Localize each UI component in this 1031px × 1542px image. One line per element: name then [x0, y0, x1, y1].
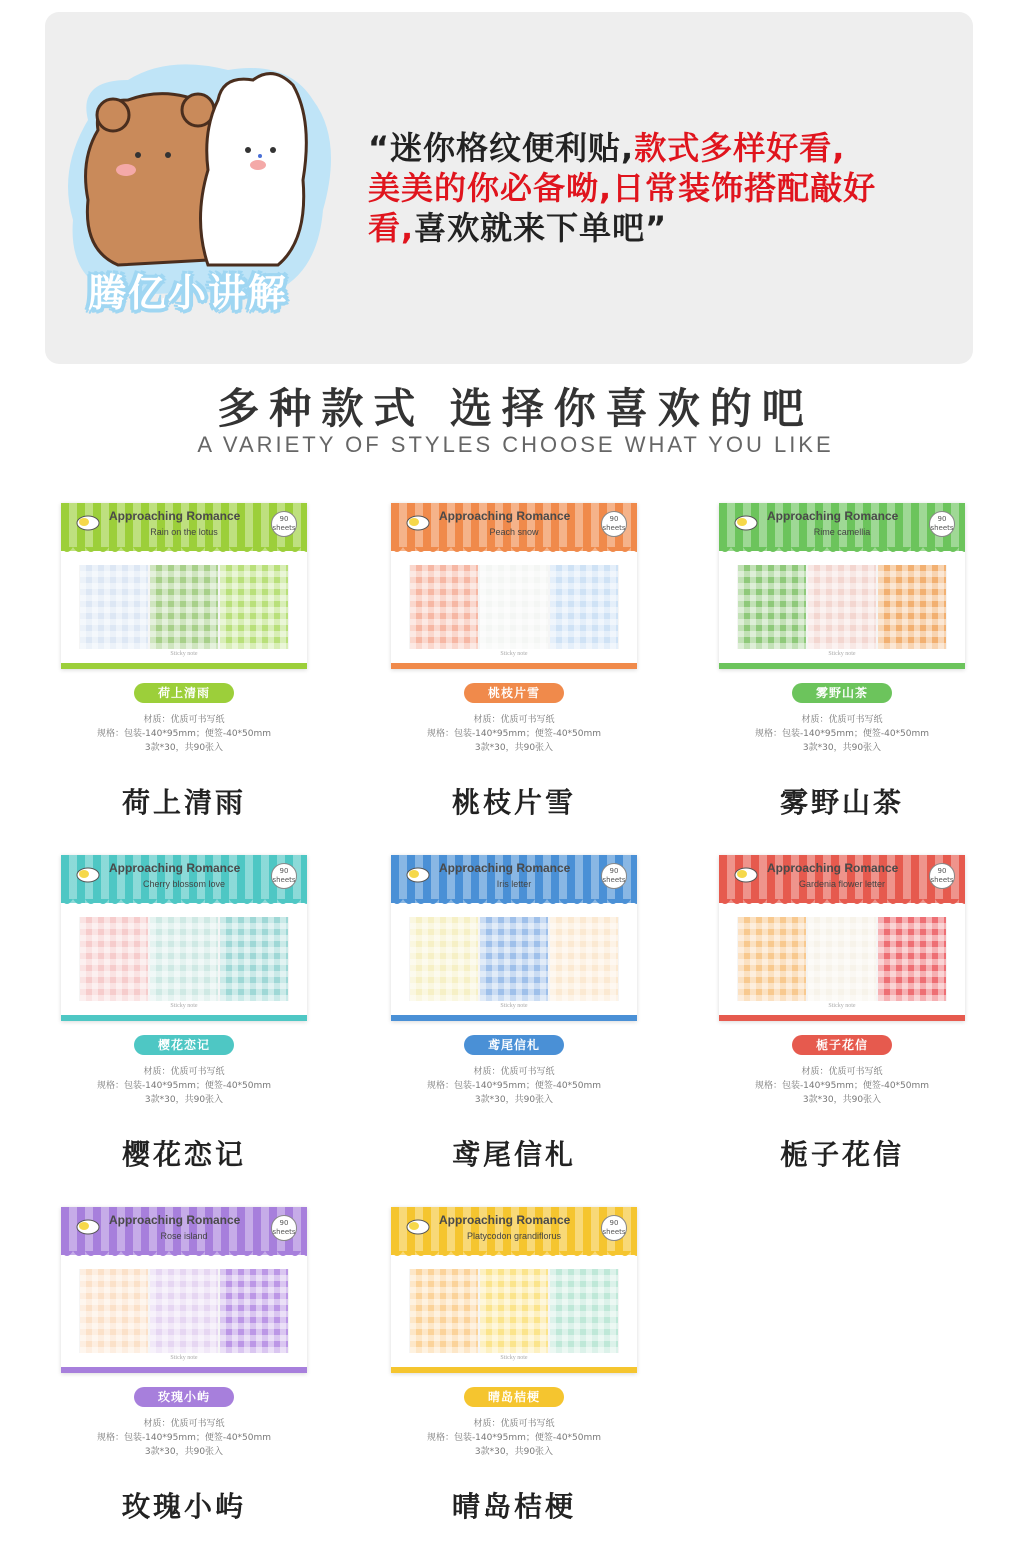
note-pad [738, 917, 806, 1001]
brand-name: Approaching Romance [767, 861, 899, 875]
collection-name: Rain on the lotus [150, 527, 218, 537]
section-title: 多种款式 选择你喜欢的吧 [217, 384, 814, 433]
quote-part: 款式多样好看, [634, 129, 846, 167]
product-package [391, 1207, 637, 1373]
sheets-badge: 90 sheets [929, 863, 955, 889]
package-bottom-stripe [719, 663, 965, 669]
variant-caption: 玫瑰小屿 [121, 1490, 246, 1523]
note-pad [550, 565, 618, 649]
variant-pill: 桃枝片雪 [464, 683, 564, 703]
scallop-edge [391, 899, 637, 909]
package-window [409, 565, 619, 649]
spec-count: 3款*30，共90张入 [144, 1095, 224, 1105]
sticky-note-label: Sticky note [500, 1003, 528, 1009]
package-bottom-stripe [391, 1015, 637, 1021]
note-pad [808, 565, 876, 649]
note-pad [80, 917, 148, 1001]
sticky-note-label: Sticky note [170, 1003, 198, 1009]
bird-icon [405, 1217, 431, 1235]
brand-name: Approaching Romance [439, 509, 571, 523]
product-package [391, 503, 637, 669]
package-bottom-stripe [719, 1015, 965, 1021]
bird-icon [75, 1217, 101, 1235]
note-pad [150, 1269, 218, 1353]
package-window [79, 917, 289, 1001]
scallop-edge [391, 547, 637, 557]
spec-count: 3款*30，共90张入 [474, 743, 554, 753]
sticky-note-label: Sticky note [828, 651, 856, 657]
variant-caption: 鸢尾信札 [451, 1138, 576, 1171]
bird-icon [75, 865, 101, 883]
badge-title: 腾亿小讲解 [88, 271, 289, 315]
note-pad [878, 565, 946, 649]
sheets-badge: 90 sheets [601, 511, 627, 537]
product-package [391, 855, 637, 1021]
package-window [737, 565, 947, 649]
spec-material: 材质：优质可书写纸 [143, 1067, 225, 1077]
variant-pill: 雾野山茶 [792, 683, 892, 703]
product-package [61, 503, 307, 669]
brand-name: Approaching Romance [109, 861, 241, 875]
variant-pill: 荷上清雨 [134, 683, 234, 703]
quote-part: 美美的你必备呦,日常装饰搭配敲好 [368, 169, 877, 207]
note-pad [550, 1269, 618, 1353]
brand-name: Approaching Romance [109, 1213, 241, 1227]
sheets-badge: 90 sheets [601, 1215, 627, 1241]
quote-part: 看, [368, 209, 415, 247]
note-pad [410, 565, 478, 649]
variant-caption: 晴岛桔梗 [451, 1490, 576, 1523]
bird-icon [75, 513, 101, 531]
spec-size: 规格：包装-140*95mm；便签-40*50mm [96, 1081, 272, 1091]
spec-count: 3款*30，共90张入 [802, 1095, 882, 1105]
spec-size: 规格：包装-140*95mm；便签-40*50mm [426, 1433, 602, 1443]
sticky-note-label: Sticky note [500, 1355, 528, 1361]
sheets-badge: 90 sheets [271, 863, 297, 889]
variant-caption: 雾野山茶 [779, 786, 904, 819]
section-subtitle: A VARIETY OF STYLES CHOOSE WHAT YOU LIKE [197, 432, 834, 457]
spec-size: 规格：包装-140*95mm；便签-40*50mm [754, 1081, 930, 1091]
note-pad [150, 917, 218, 1001]
variant-caption: 樱花恋记 [121, 1138, 246, 1171]
sticky-note-label: Sticky note [500, 651, 528, 657]
collection-name: Iris letter [496, 879, 532, 889]
note-pad [150, 565, 218, 649]
spec-material: 材质：优质可书写纸 [473, 715, 555, 725]
note-pad [220, 917, 288, 1001]
spec-material: 材质：优质可书写纸 [143, 715, 225, 725]
scallop-edge [719, 547, 965, 557]
spec-size: 规格：包装-140*95mm；便签-40*50mm [96, 1433, 272, 1443]
collection-name: Gardenia flower letter [798, 879, 886, 889]
product-package [61, 1207, 307, 1373]
intro-quote [368, 128, 968, 248]
bird-icon [733, 865, 759, 883]
sheets-badge: 90 sheets [929, 511, 955, 537]
collection-name: Platycodon grandiflorus [466, 1231, 562, 1241]
scallop-edge [61, 899, 307, 909]
spec-count: 3款*30，共90张入 [802, 743, 882, 753]
note-pad [738, 565, 806, 649]
package-bottom-stripe [61, 1015, 307, 1021]
note-pad [480, 565, 548, 649]
scallop-edge [61, 547, 307, 557]
variant-pill: 鸢尾信札 [464, 1035, 564, 1055]
product-package [719, 503, 965, 669]
spec-count: 3款*30，共90张入 [474, 1447, 554, 1457]
package-window [409, 917, 619, 1001]
bird-icon [405, 865, 431, 883]
spec-text [719, 1065, 965, 1107]
spec-size: 规格：包装-140*95mm；便签-40*50mm [426, 729, 602, 739]
spec-count: 3款*30，共90张入 [474, 1095, 554, 1105]
brand-name: Approaching Romance [109, 509, 241, 523]
variant-pill: 玫瑰小屿 [134, 1387, 234, 1407]
sheets-badge: 90 sheets [601, 863, 627, 889]
variant-pill: 樱花恋记 [134, 1035, 234, 1055]
spec-material: 材质：优质可书写纸 [801, 1067, 883, 1077]
variant-caption: 桃枝片雪 [451, 786, 576, 819]
quote-part: “迷你格纹便利贴, [368, 129, 635, 167]
spec-text [61, 1065, 307, 1107]
sheets-badge: 90 sheets [271, 1215, 297, 1241]
brand-name: Approaching Romance [767, 509, 899, 523]
collection-name: Rose island [160, 1231, 208, 1241]
note-pad [410, 917, 478, 1001]
collection-name: Cherry blossom love [142, 879, 226, 889]
product-package [61, 855, 307, 1021]
scallop-edge [719, 899, 965, 909]
package-bottom-stripe [391, 1367, 637, 1373]
spec-count: 3款*30，共90张入 [144, 743, 224, 753]
variant-pill: 栀子花信 [792, 1035, 892, 1055]
note-pad [480, 1269, 548, 1353]
collection-name: Peach snow [489, 527, 539, 537]
note-pad [220, 565, 288, 649]
package-bottom-stripe [391, 663, 637, 669]
spec-size: 规格：包装-140*95mm；便签-40*50mm [754, 729, 930, 739]
package-window [79, 565, 289, 649]
spec-material: 材质：优质可书写纸 [801, 715, 883, 725]
spec-count: 3款*30，共90张入 [144, 1447, 224, 1457]
package-window [737, 917, 947, 1001]
note-pad [80, 1269, 148, 1353]
product-package [719, 855, 965, 1021]
package-window [79, 1269, 289, 1353]
note-pad [410, 1269, 478, 1353]
variant-caption: 栀子花信 [779, 1138, 904, 1171]
brand-name: Approaching Romance [439, 861, 571, 875]
spec-material: 材质：优质可书写纸 [473, 1419, 555, 1429]
spec-text [61, 1417, 307, 1459]
variant-pill: 晴岛桔梗 [464, 1387, 564, 1407]
sticky-note-label: Sticky note [828, 1003, 856, 1009]
package-bottom-stripe [61, 1367, 307, 1373]
sticky-note-label: Sticky note [170, 1355, 198, 1361]
spec-size: 规格：包装-140*95mm；便签-40*50mm [96, 729, 272, 739]
scallop-edge [61, 1251, 307, 1261]
bird-icon [405, 513, 431, 531]
collection-name: Rime camellia [813, 527, 871, 537]
note-pad [220, 1269, 288, 1353]
spec-text [61, 713, 307, 755]
scallop-edge [391, 1251, 637, 1261]
note-pad [80, 565, 148, 649]
spec-text [719, 713, 965, 755]
note-pad [550, 917, 618, 1001]
package-bottom-stripe [61, 663, 307, 669]
spec-size: 规格：包装-140*95mm；便签-40*50mm [426, 1081, 602, 1091]
note-pad [808, 917, 876, 1001]
spec-text [391, 1065, 637, 1107]
spec-material: 材质：优质可书写纸 [473, 1067, 555, 1077]
package-window [409, 1269, 619, 1353]
brand-name: Approaching Romance [439, 1213, 571, 1227]
spec-material: 材质：优质可书写纸 [143, 1419, 225, 1429]
spec-text [391, 1417, 637, 1459]
variant-caption: 荷上清雨 [121, 786, 246, 819]
note-pad [878, 917, 946, 1001]
spec-text [391, 713, 637, 755]
sheets-badge: 90 sheets [271, 511, 297, 537]
sticky-note-label: Sticky note [170, 651, 198, 657]
note-pad [480, 917, 548, 1001]
bird-icon [733, 513, 759, 531]
quote-part: 喜欢就来下单吧” [414, 209, 668, 247]
